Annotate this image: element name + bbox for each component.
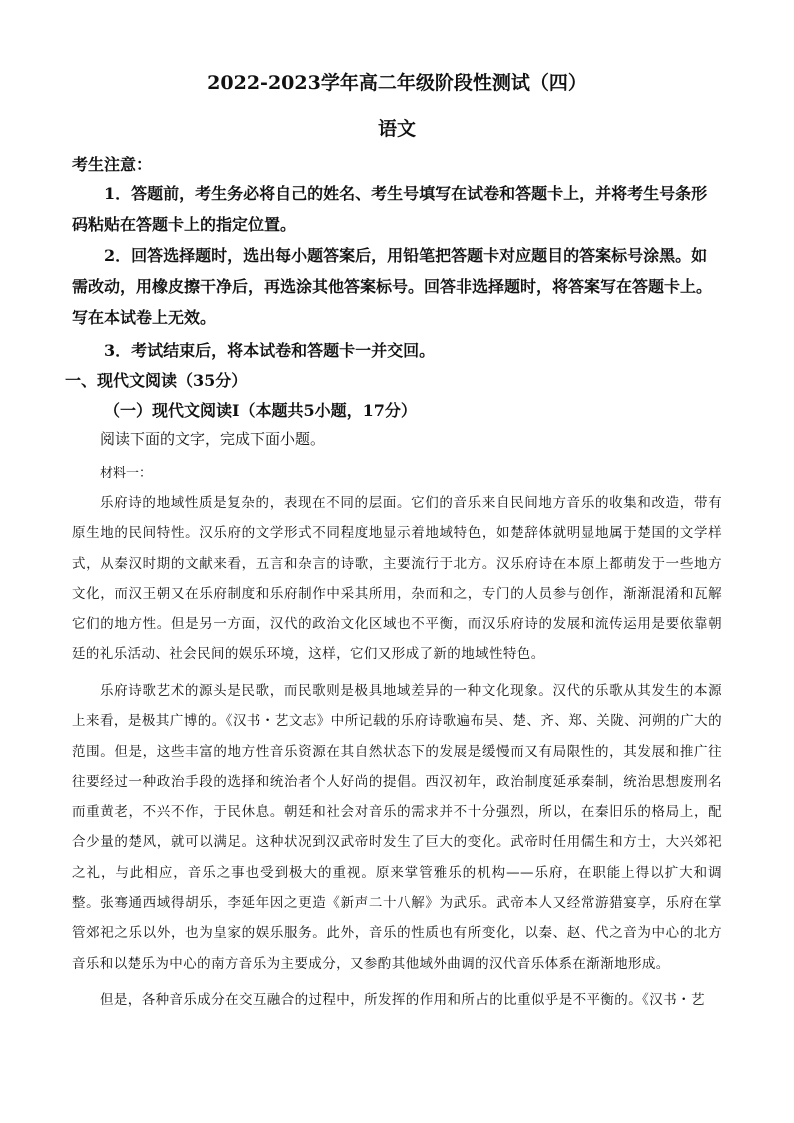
passage-paragraph-2: 乐府诗歌艺术的源头是民歌，而民歌则是极具地域差异的一种文化现象。汉代的乐歌从其发生的本源上来看，是极其广博的。《汉书・艺文志》中所记载的乐府诗歌遍布吴、楚、齐、郑、关陇、河朔的广大的范围。但是，这些丰富的地方性音乐资源在其自然状态下的发展是缓慢而又有局限性的，其发展和推广往往要经过一种政治手段的选择和统治者个人好尚的提倡。西汉初年，政治制度延承秦制，统治思想废刑名而重黄老，不兴不作，于民休息。朝廷和社会对音乐的需求并不十分强烈，所以，在秦旧乐的格局上，配合少量的楚风，就可以满足。这种状况到汉武帝时发生了巨大的变化。武帝时任用儒生和方士，大兴郊祀之礼，与此相应，音乐之事也受到极大的重视。原来掌管雅乐的机构——乐府，在职能上得以扩大和调整。张骞通西域得胡乐，李延年因之更造《新声二十八解》为武乐。武帝本人又经常游猎宴享，乐府在掌管郊祀之乐以外，也为皇家的娱乐服务。此外，音乐的性质也有所变化，以秦、赵、代之音为中心的北方音乐和以楚乐为中心的南方音乐为主要成分，又参酌其他域外曲调的汉代音乐体系在渐渐地形成。 (72, 683, 722, 972)
subsection-heading: （一）现代文阅读Ⅰ（本题共5小题，17分） (104, 401, 417, 420)
notice-item-2: 2．回答选择题时，选出每小题答案后，用铅笔把答题卡对应题目的答案标号涂黑。如需改动，用橡皮擦干净后，再选涂其他答案标号。回答非选择题时，将答案写在答题卡上。写在本试卷上无效。 (72, 246, 713, 327)
section-heading: 一、现代文阅读（35分） (65, 371, 248, 390)
passage-paragraph-1: 乐府诗的地域性质是复杂的，表现在不同的层面。它们的音乐来自民间地方音乐的收集和改造，带有原生地的民间特性。汉乐府的文学形式不同程度地显示着地域特色，如楚辞体就明显地属于楚国的文学样式，从秦汉时期的文献来看，五言和杂言的诗歌，主要流行于北方。汉乐府诗在本原上都萌发于一些地方文化，而汉王朝又在乐府制度和乐府制作中采其所用，杂而和之，专门的人员参与创作，渐渐混淆和瓦解它们的地方性。但是另一方面，汉代的政治文化区域也不平衡，而汉乐府诗的发展和流传运用是要依靠朝廷的礼乐活动、社会民间的娱乐环境，这样，它们又形成了新的地域性特色。 (72, 495, 722, 663)
notice-item-1: 1．答题前，考生务必将自己的姓名、考生号填写在试卷和答题卡上，并将考生号条形码粘贴在答题卡上的指定位置。 (72, 184, 708, 234)
exam-title: 2022-2023学年高二年级阶段性测试（四） (207, 72, 587, 94)
subject-title: 语文 (377, 118, 416, 140)
material-label: 材料一： (100, 466, 153, 481)
passage-paragraph-3: 但是，各种音乐成分在交互融合的过程中，所发挥的作用和所占的比重似乎是不平衡的。《汉书・艺 (100, 992, 705, 1008)
notice-heading: 考生注意： (72, 155, 153, 174)
notice-item-3: 3．考试结束后，将本试卷和答题卡一并交回。 (104, 341, 436, 360)
reading-instruction: 阅读下面的文字，完成下面小题。 (100, 430, 326, 448)
